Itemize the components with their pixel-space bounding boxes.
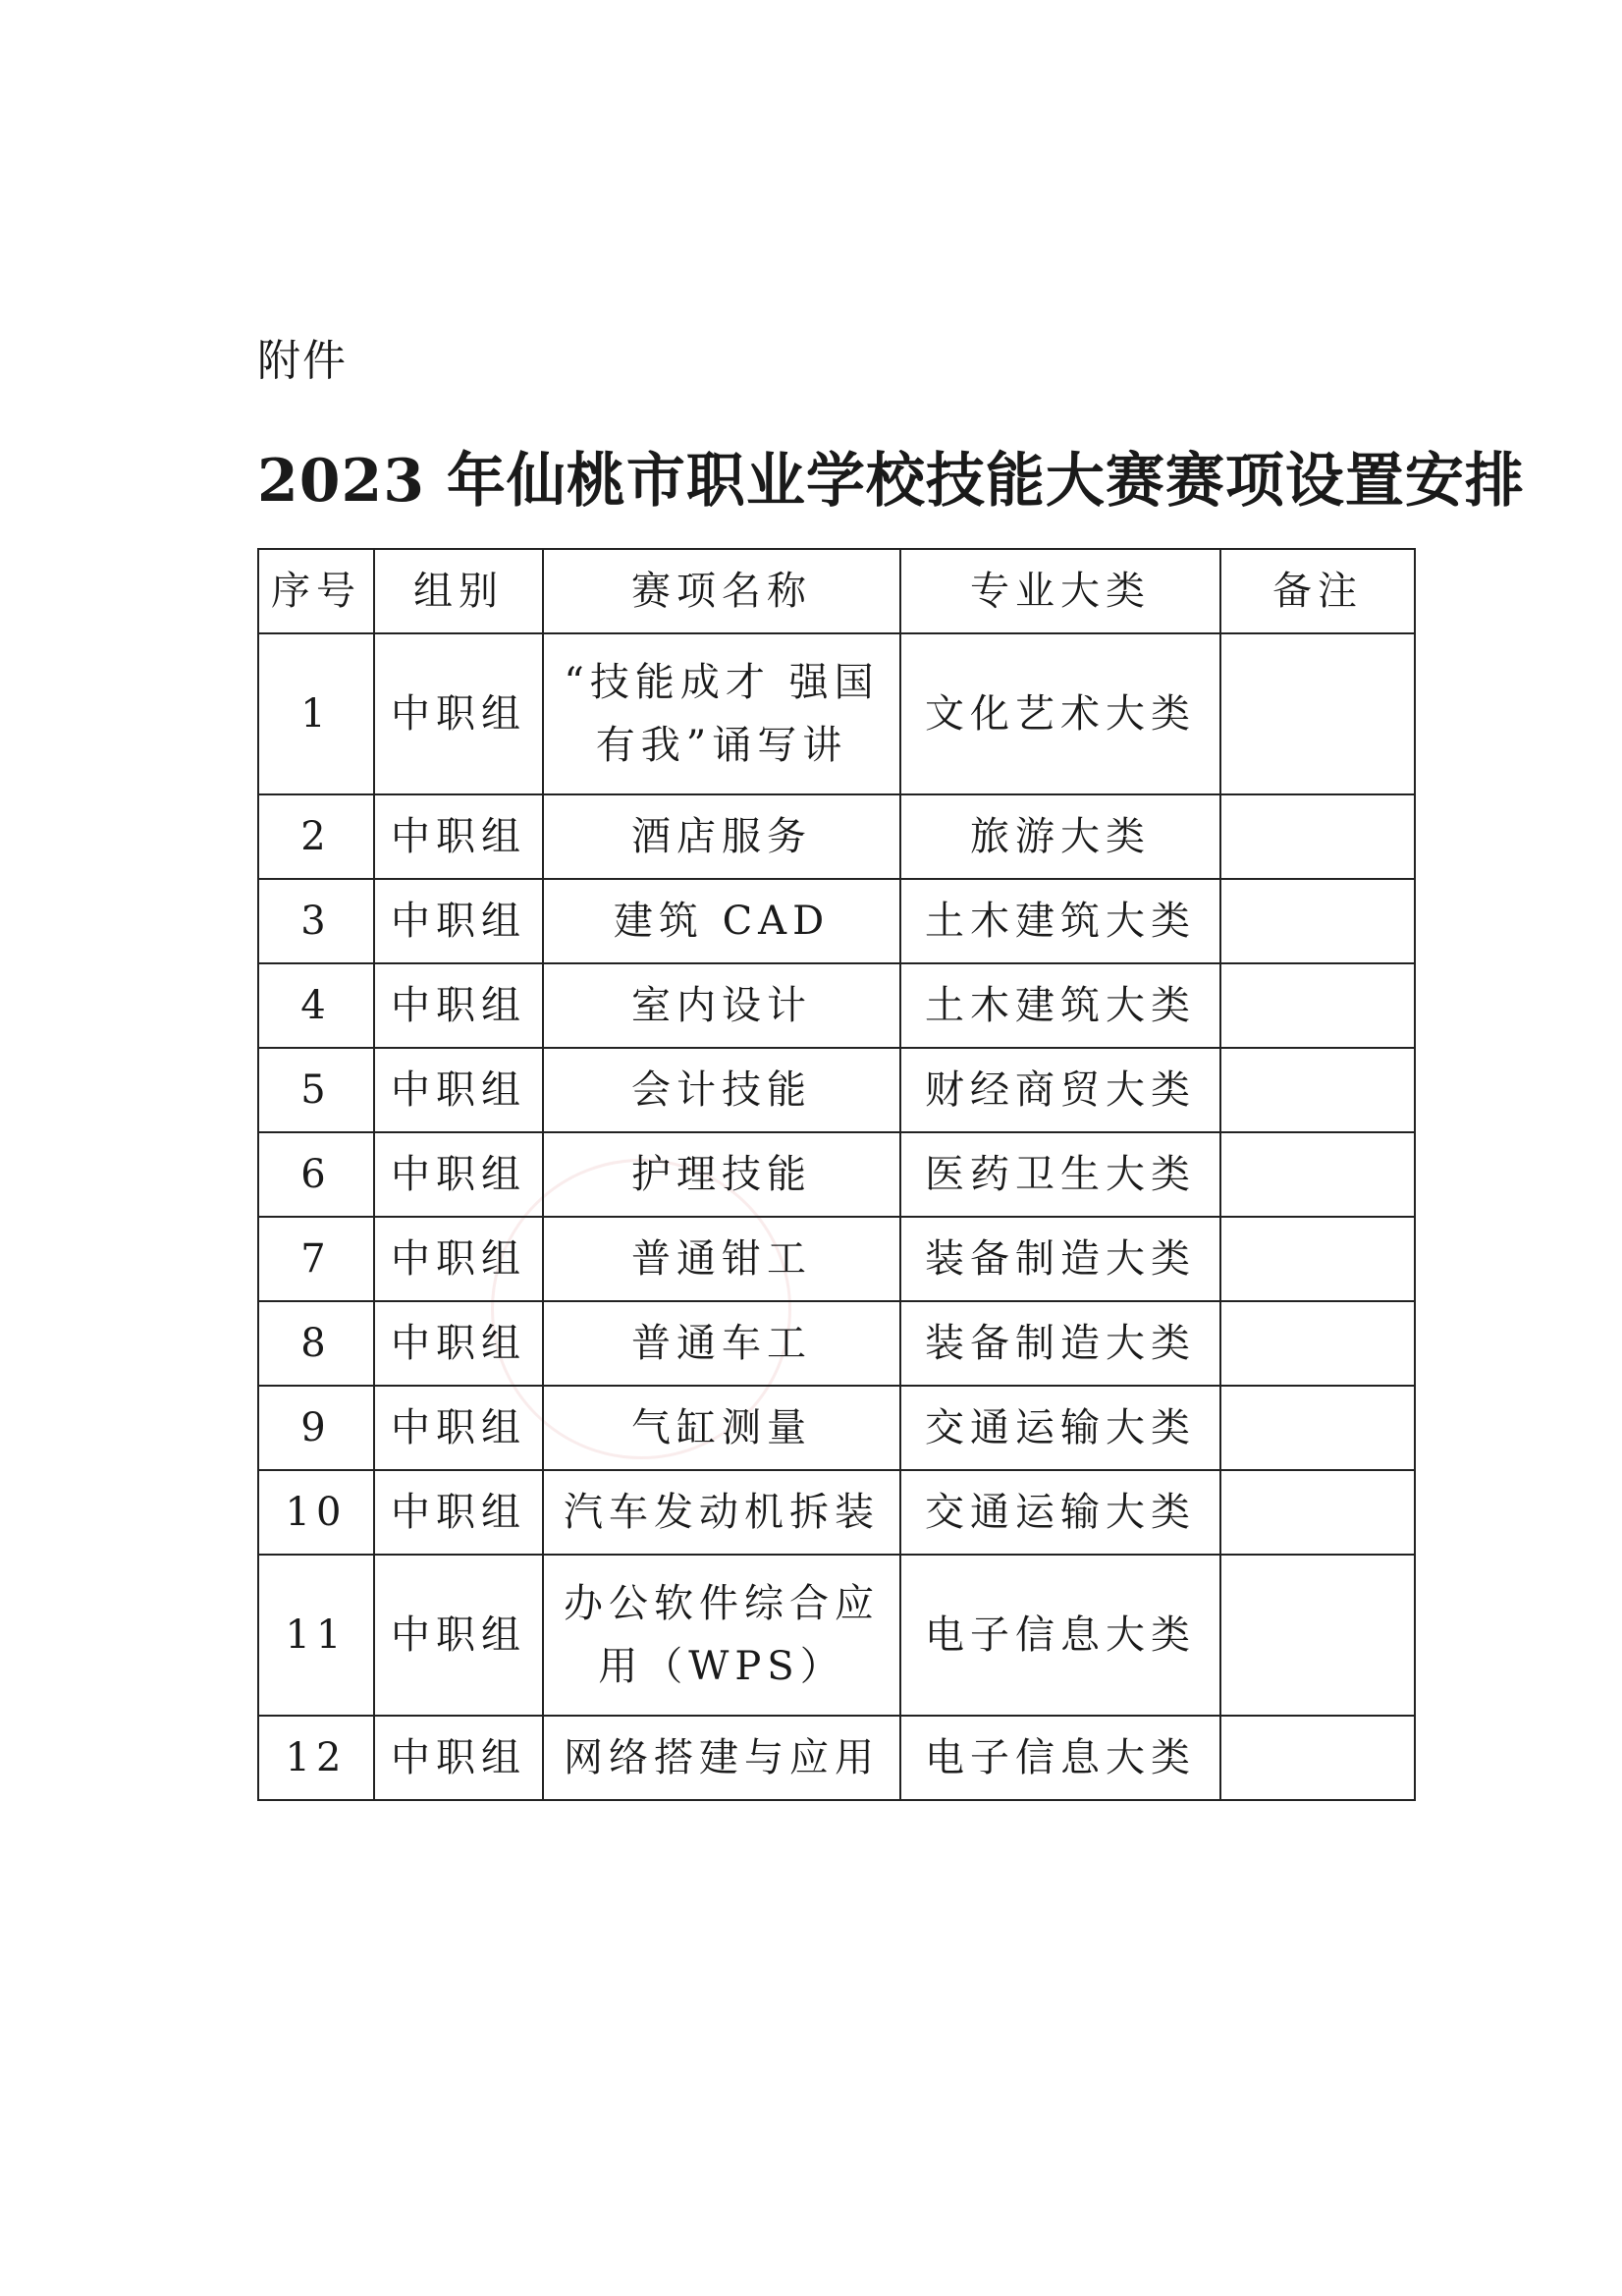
header-event-name: 赛项名称	[543, 549, 900, 633]
cell-major-category: 旅游大类	[900, 794, 1220, 879]
table-row	[258, 1386, 1415, 1470]
cell-remarks	[1220, 1048, 1415, 1132]
cell-remarks	[1220, 794, 1415, 879]
cell-remarks	[1220, 1716, 1415, 1800]
cell-event-name: 酒店服务	[543, 794, 900, 879]
cell-group: 中职组	[374, 963, 543, 1048]
cell-major-category: 交通运输大类	[900, 1386, 1220, 1470]
cell-remarks	[1220, 1217, 1415, 1301]
cell-group: 中职组	[374, 1217, 543, 1301]
table-row	[258, 1716, 1415, 1800]
competition-schedule-table	[257, 548, 1416, 1801]
cell-event-name: 普通车工	[543, 1301, 900, 1386]
cell-remarks	[1220, 963, 1415, 1048]
cell-event-name: 护理技能	[543, 1132, 900, 1217]
cell-major-category: 交通运输大类	[900, 1470, 1220, 1555]
table-row	[258, 1048, 1415, 1132]
cell-event-name: 会计技能	[543, 1048, 900, 1132]
table-row	[258, 879, 1415, 963]
cell-major-category: 电子信息大类	[900, 1555, 1220, 1716]
cell-serial-number: 12	[258, 1716, 374, 1800]
cell-event-name: 室内设计	[543, 963, 900, 1048]
cell-serial-number: 9	[258, 1386, 374, 1470]
document-title: 2023 年仙桃市职业学校技能大赛赛项设置安排	[257, 447, 1525, 516]
table-row	[258, 1132, 1415, 1217]
cell-major-category: 装备制造大类	[900, 1217, 1220, 1301]
table-header-row	[258, 549, 1415, 633]
cell-remarks	[1220, 1555, 1415, 1716]
cell-group: 中职组	[374, 1048, 543, 1132]
attachment-label: 附件	[257, 336, 348, 386]
table-row	[258, 1301, 1415, 1386]
header-remarks: 备注	[1220, 549, 1415, 633]
cell-event-name: 汽车发动机拆装	[543, 1470, 900, 1555]
table-row	[258, 1217, 1415, 1301]
cell-group: 中职组	[374, 1301, 543, 1386]
table-row	[258, 633, 1415, 794]
cell-group: 中职组	[374, 1132, 543, 1217]
cell-serial-number: 3	[258, 879, 374, 963]
cell-event-name: 办公软件综合应用（WPS）	[543, 1555, 900, 1716]
cell-serial-number: 8	[258, 1301, 374, 1386]
cell-group: 中职组	[374, 794, 543, 879]
table-row	[258, 794, 1415, 879]
cell-event-name: 气缸测量	[543, 1386, 900, 1470]
cell-group: 中职组	[374, 879, 543, 963]
cell-serial-number: 1	[258, 633, 374, 794]
cell-major-category: 医药卫生大类	[900, 1132, 1220, 1217]
header-major-category: 专业大类	[900, 549, 1220, 633]
cell-serial-number: 10	[258, 1470, 374, 1555]
cell-serial-number: 11	[258, 1555, 374, 1716]
cell-event-name: 普通钳工	[543, 1217, 900, 1301]
cell-remarks	[1220, 633, 1415, 794]
cell-remarks	[1220, 1301, 1415, 1386]
cell-major-category: 装备制造大类	[900, 1301, 1220, 1386]
cell-major-category: 土木建筑大类	[900, 963, 1220, 1048]
cell-event-name: “技能成才 强国有我”诵写讲	[543, 633, 900, 794]
cell-major-category: 财经商贸大类	[900, 1048, 1220, 1132]
table-row	[258, 1555, 1415, 1716]
cell-major-category: 文化艺术大类	[900, 633, 1220, 794]
cell-event-name: 建筑 CAD	[543, 879, 900, 963]
cell-group: 中职组	[374, 1470, 543, 1555]
cell-group: 中职组	[374, 1386, 543, 1470]
cell-serial-number: 5	[258, 1048, 374, 1132]
cell-group: 中职组	[374, 1716, 543, 1800]
cell-major-category: 土木建筑大类	[900, 879, 1220, 963]
cell-remarks	[1220, 879, 1415, 963]
cell-remarks	[1220, 1386, 1415, 1470]
cell-major-category: 电子信息大类	[900, 1716, 1220, 1800]
cell-event-name: 网络搭建与应用	[543, 1716, 900, 1800]
cell-group: 中职组	[374, 1555, 543, 1716]
cell-group: 中职组	[374, 633, 543, 794]
cell-remarks	[1220, 1470, 1415, 1555]
table-row	[258, 963, 1415, 1048]
header-group: 组别	[374, 549, 543, 633]
cell-serial-number: 4	[258, 963, 374, 1048]
table-row	[258, 1470, 1415, 1555]
cell-remarks	[1220, 1132, 1415, 1217]
cell-serial-number: 2	[258, 794, 374, 879]
header-serial-number: 序号	[258, 549, 374, 633]
cell-serial-number: 7	[258, 1217, 374, 1301]
cell-serial-number: 6	[258, 1132, 374, 1217]
